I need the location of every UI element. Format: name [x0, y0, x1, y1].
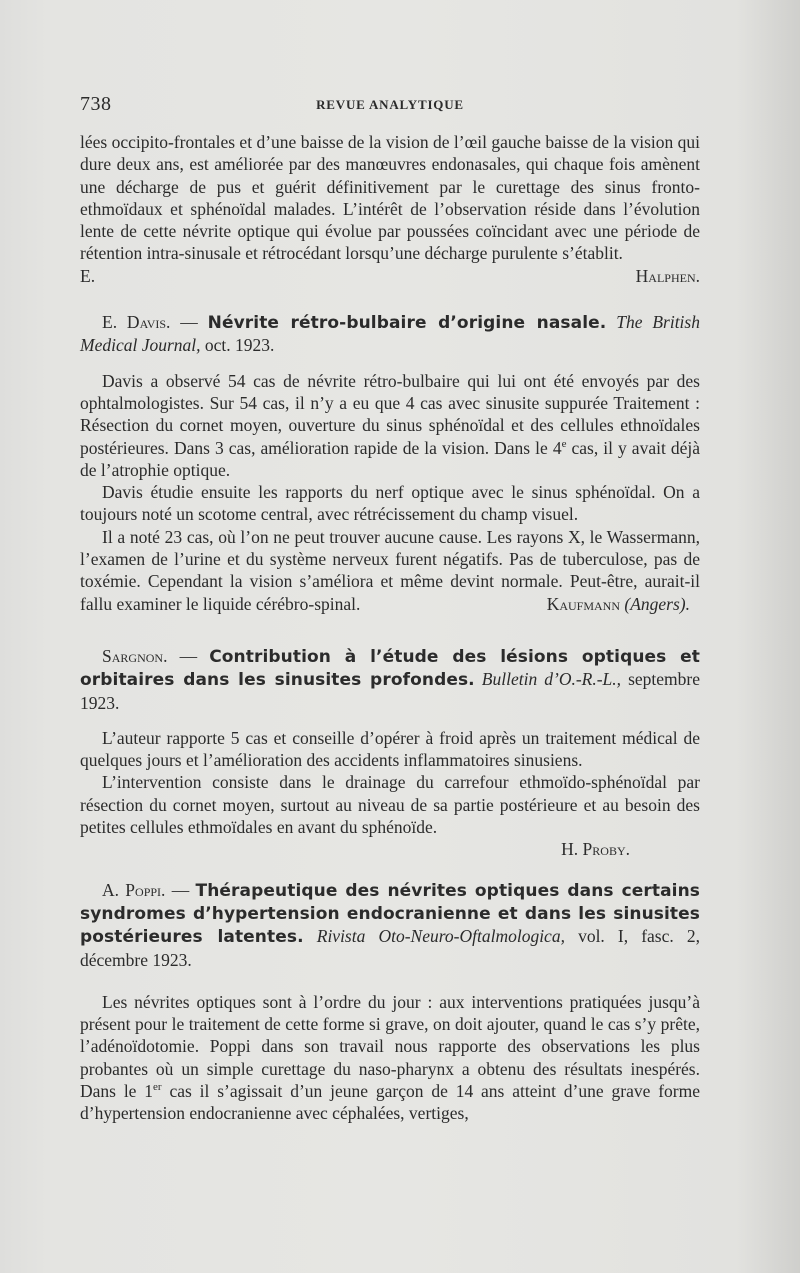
reviewer-signature: H. Proby.: [561, 839, 630, 860]
review-title: Névrite rétro-bulbaire d’origine nasale.: [207, 313, 607, 334]
paragraph-text: cas, il y avait déjà de l’atrophie optique.: [80, 437, 700, 480]
page-number: 738: [80, 93, 112, 115]
paragraph-text: Il a noté 23 cas, où l’on ne peut trouver aucune cause. Les rayons X, le Wassermann, l’examen de l’urine et du système nerveux furent négatifs. Pas de tuberculose, pas de toxémie. Cependant la vision s’améliora et même devint normale. Peut-être, aurait-il fallu examiner le liquide cérébro-spinal.: [80, 526, 700, 614]
paragraph-text: Les névrites optiques sont à l’ordre du jour : aux interventions pratiquées jusqu’à présent pour le traitement de cette forme si grave, on doit ajouter, quand le cas s’y prête, l’adénoïdotomie. Poppi dans son travail nous rapporte des observations les plus probantes où un simple curettage du naso-pharynx a obtenu des résultats inespérés. Dans le 1: [80, 991, 700, 1101]
review-title: Contribution à l’étude des lésions optiques et orbitaires dans les sinusites profondes.: [80, 646, 701, 691]
review-author: Sargnon.: [102, 645, 168, 666]
dash: —: [167, 645, 210, 666]
review-paragraph: [80, 526, 700, 615]
spacer: [80, 287, 700, 311]
journal-name: Rivista Oto-Neuro-Oftalmologica,: [316, 926, 565, 947]
spacer: [80, 861, 700, 879]
spacer: [80, 615, 700, 645]
dash: —: [170, 312, 208, 333]
review-paragraph: L’auteur rapporte 5 cas et conseille d’opérer à froid après un traitement médical de quelques jours et l’amélioration des accidents inflammatoires sinusiens.: [80, 727, 700, 771]
review-author: A. Poppi.: [102, 879, 166, 900]
review-paragraph: [80, 991, 700, 1125]
citation: oct. 1923.: [204, 335, 275, 356]
continued-paragraph: lées occipito-frontales et d’une baisse de la vision de l’œil gauche baisse de la vision qui dure deux ans, est améliorée par des manœuvres endonasales, qui chaque fois amènent une décharge de pus et guérit définitivement par le curettage des sinus fronto-ethmoïdaux et sphénoïdal malades. L’intérêt de l’observation réside dans l’évolution lente de cette névrite optique qui évolue par poussées coïncidant avec une période de rétention intra-sinusale et rétrocédant lorsqu’une décharge purulente s’établit.: [80, 132, 700, 264]
superscript: e: [561, 437, 567, 450]
spacer: [80, 971, 700, 991]
signature-place: (Angers).: [624, 593, 690, 614]
journal-name: Bulletin d’O.-R.-L.,: [481, 669, 622, 690]
signature-name: Kaufmann: [546, 593, 621, 614]
running-title: REVUE ANALYTIQUE: [316, 97, 464, 112]
review-heading-poppi: [80, 879, 700, 971]
signature-line: [80, 838, 700, 860]
dash: —: [165, 879, 196, 900]
paragraph-text: cas il s’agissait d’un jeune garçon de 14 ans atteint d’une grave forme d’hypertension endocranienne avec céphalées, vertiges,: [80, 1080, 700, 1124]
spacer: [80, 357, 700, 370]
review-heading-sargnon: [80, 645, 700, 714]
superscript: er: [153, 1081, 162, 1094]
journal-name: The British Medical Journal,: [80, 312, 700, 356]
review-title: Thérapeutique des névrites optiques dans certains syndromes d’hypertension endocranienne et dans les sinusites postérieures latentes.: [80, 880, 701, 948]
reviewer-signature: [525, 593, 690, 615]
page-header: [80, 93, 700, 119]
paragraph-text: Davis a observé 54 cas de névrite rétro-bulbaire qui lui ont été envoyés par des ophtalmologistes. Sur 54 cas, il n’y a eu que 4 cas avec sinusite suppurée Traitement : Résection du cornet moyen, ouverture du sinus sphénoïdal et des cellules ethnoïdales postérieures. Dans 3 cas, amélioration rapide de la vision. Dans le 4: [80, 370, 700, 458]
signature-line: [80, 265, 700, 287]
review-paragraph: [80, 370, 700, 481]
review-heading-davis: [80, 311, 700, 357]
citation: vol. I, fasc. 2, décembre 1923.: [80, 926, 700, 970]
spacer: [80, 714, 700, 727]
citation: septembre 1923.: [80, 669, 701, 713]
page-content: [80, 131, 700, 1125]
review-paragraph: Davis étudie ensuite les rapports du nerf optique avec le sinus sphénoïdal. On a toujours noté un scotome central, avec rétrécissement du champ visuel.: [80, 482, 700, 525]
review-author: E. Davis.: [102, 312, 171, 333]
review-paragraph: L’intervention consiste dans le drainage du carrefour ethmoïdo-sphénoïdal par résection du cornet moyen, surtout au niveau de sa partie postérieure et au besoin des petites cellules ethmoïdales en avant du sphénoïde.: [80, 772, 700, 838]
reviewer-signature: E. Halphen.: [80, 265, 700, 286]
